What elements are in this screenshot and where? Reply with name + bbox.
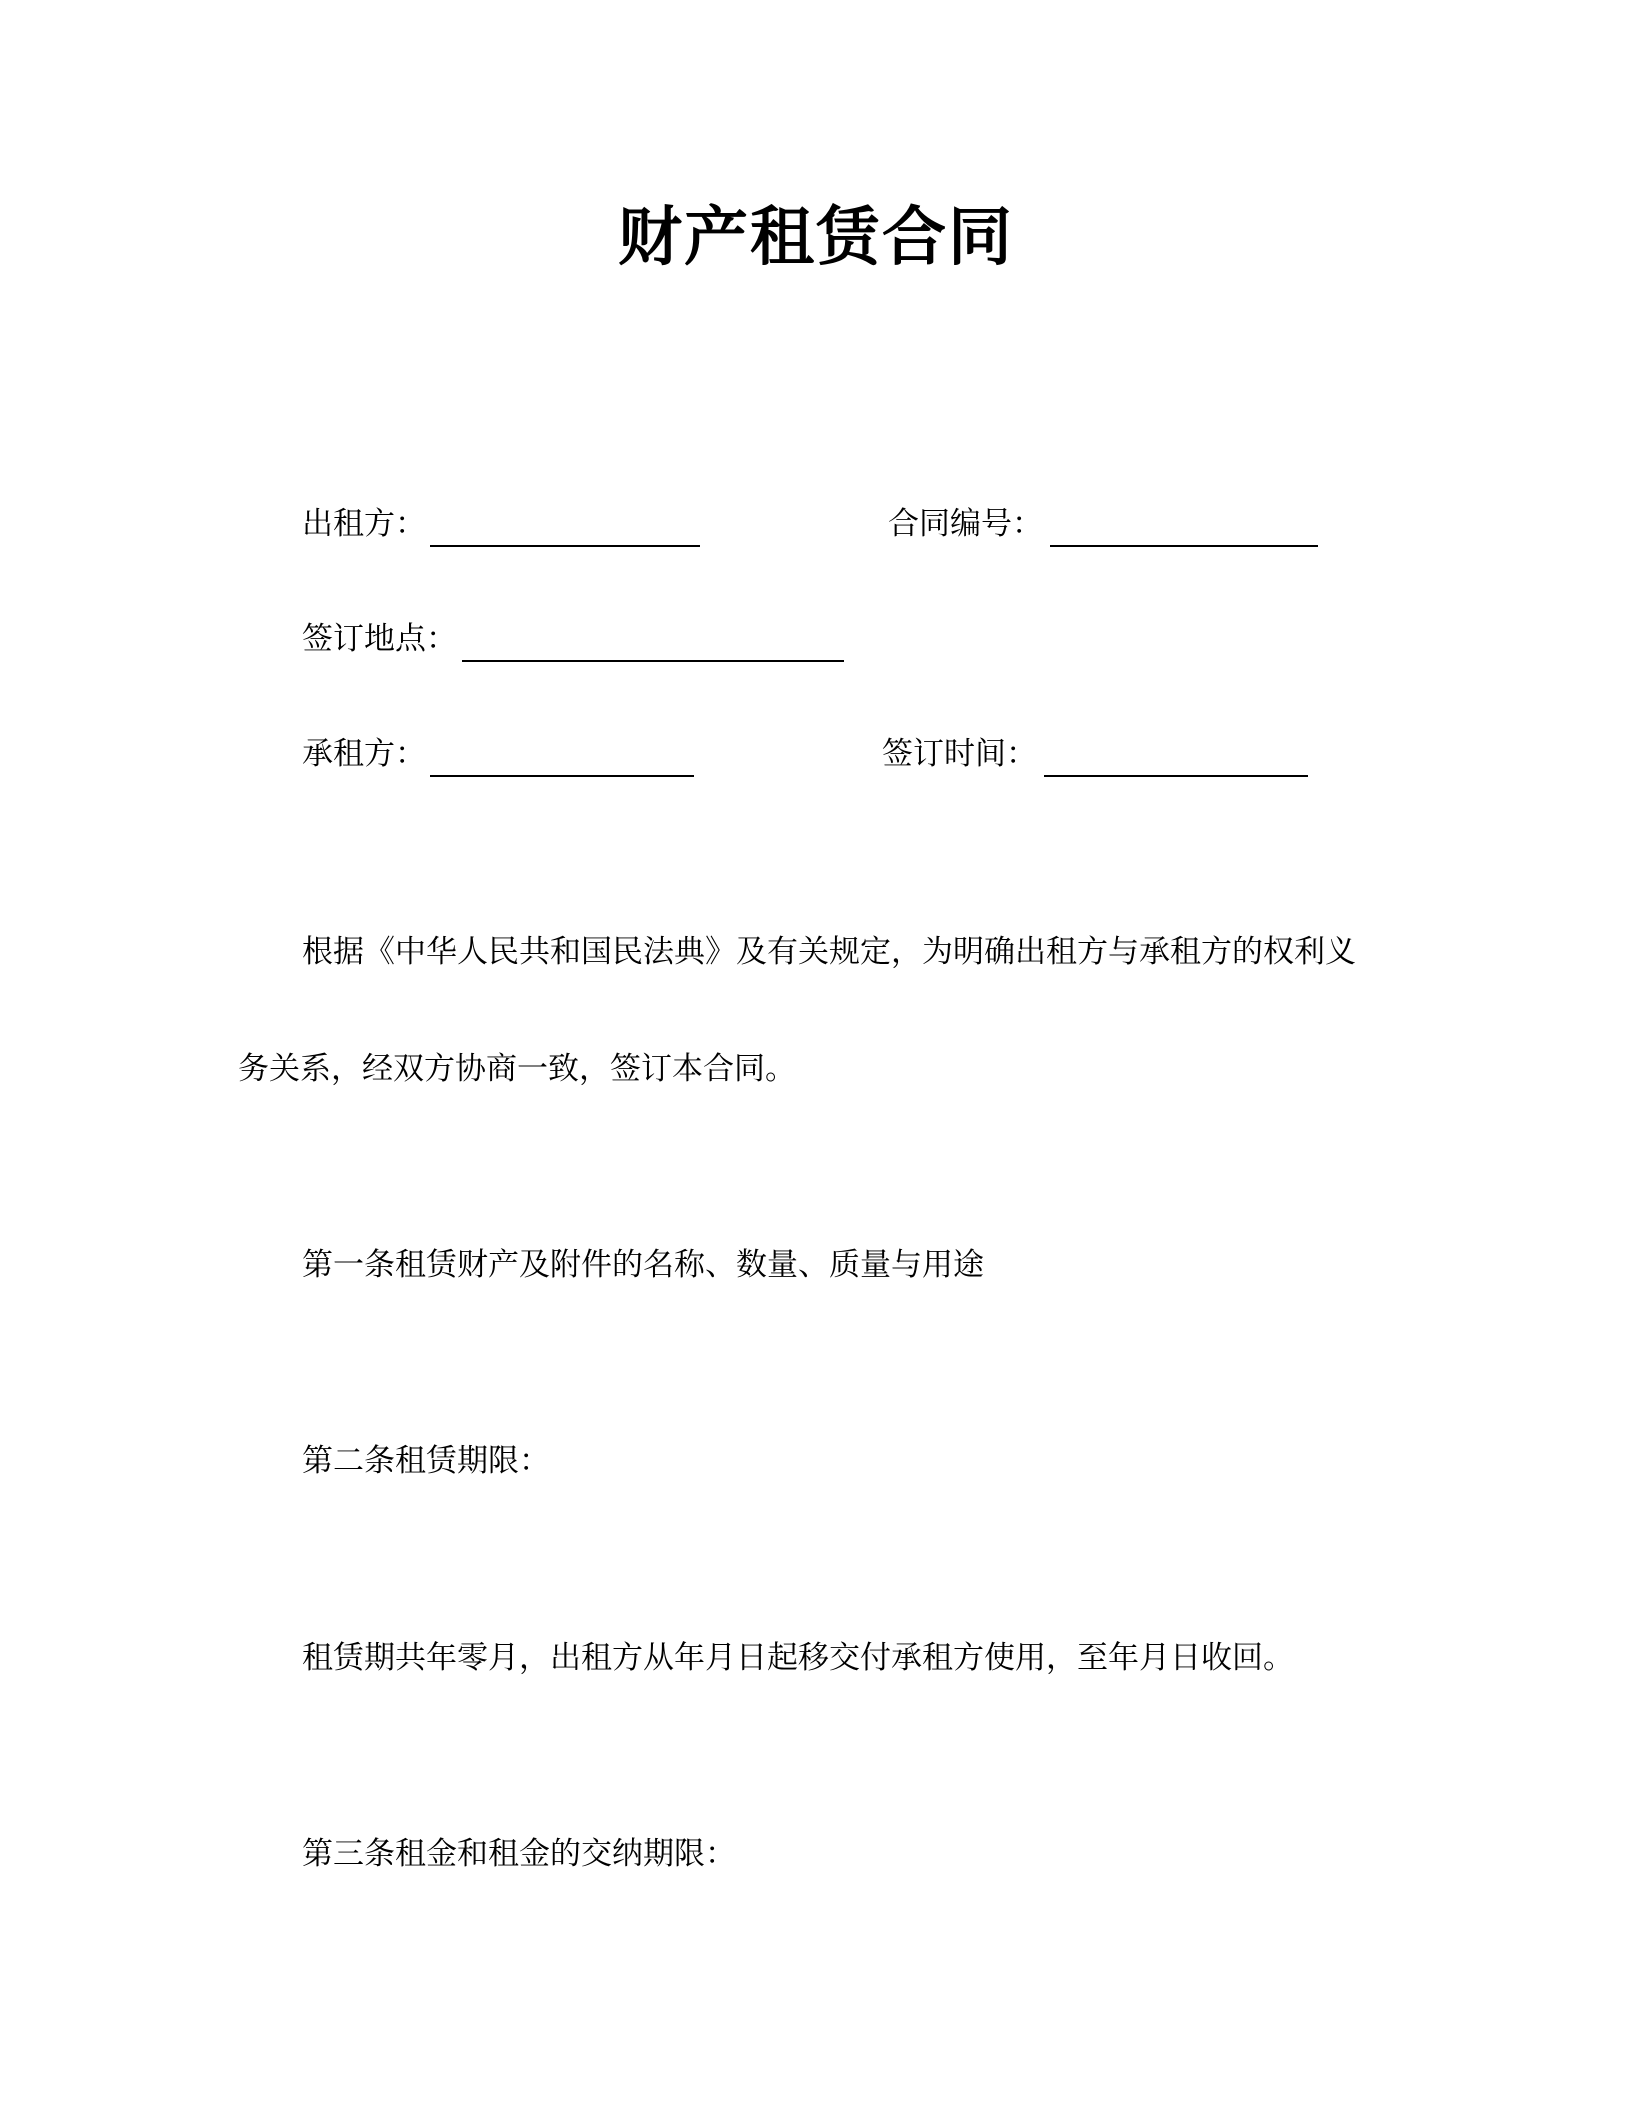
page-title: 财产租赁合同 <box>618 201 1014 275</box>
sign-time-label: 签订时间： <box>882 736 1037 772</box>
sign-place-field[interactable] <box>462 660 844 662</box>
article-2-body: 租赁期共年零月，出租方从年月日起移交付承租方使用，至年月日收回。 <box>302 1640 1294 1676</box>
lessee-field[interactable] <box>430 775 694 777</box>
article-3-heading: 第三条租金和租金的交纳期限： <box>302 1836 736 1872</box>
article-1-heading: 第一条租赁财产及附件的名称、数量、质量与用途 <box>302 1247 984 1283</box>
lessor-label: 出租方： <box>302 506 426 542</box>
contract-no-field[interactable] <box>1050 545 1318 547</box>
lessee-label: 承租方： <box>302 736 426 772</box>
article-2-heading: 第二条租赁期限： <box>302 1443 550 1479</box>
intro-line-2: 务关系，经双方协商一致，签订本合同。 <box>238 1051 796 1087</box>
sign-time-field[interactable] <box>1044 775 1308 777</box>
intro-line-1: 根据《中华人民共和国民法典》及有关规定，为明确出租方与承租方的权利义 <box>302 934 1356 970</box>
lessor-field[interactable] <box>430 545 700 547</box>
sign-place-label: 签订地点： <box>302 621 457 657</box>
contract-no-label: 合同编号： <box>888 506 1043 542</box>
